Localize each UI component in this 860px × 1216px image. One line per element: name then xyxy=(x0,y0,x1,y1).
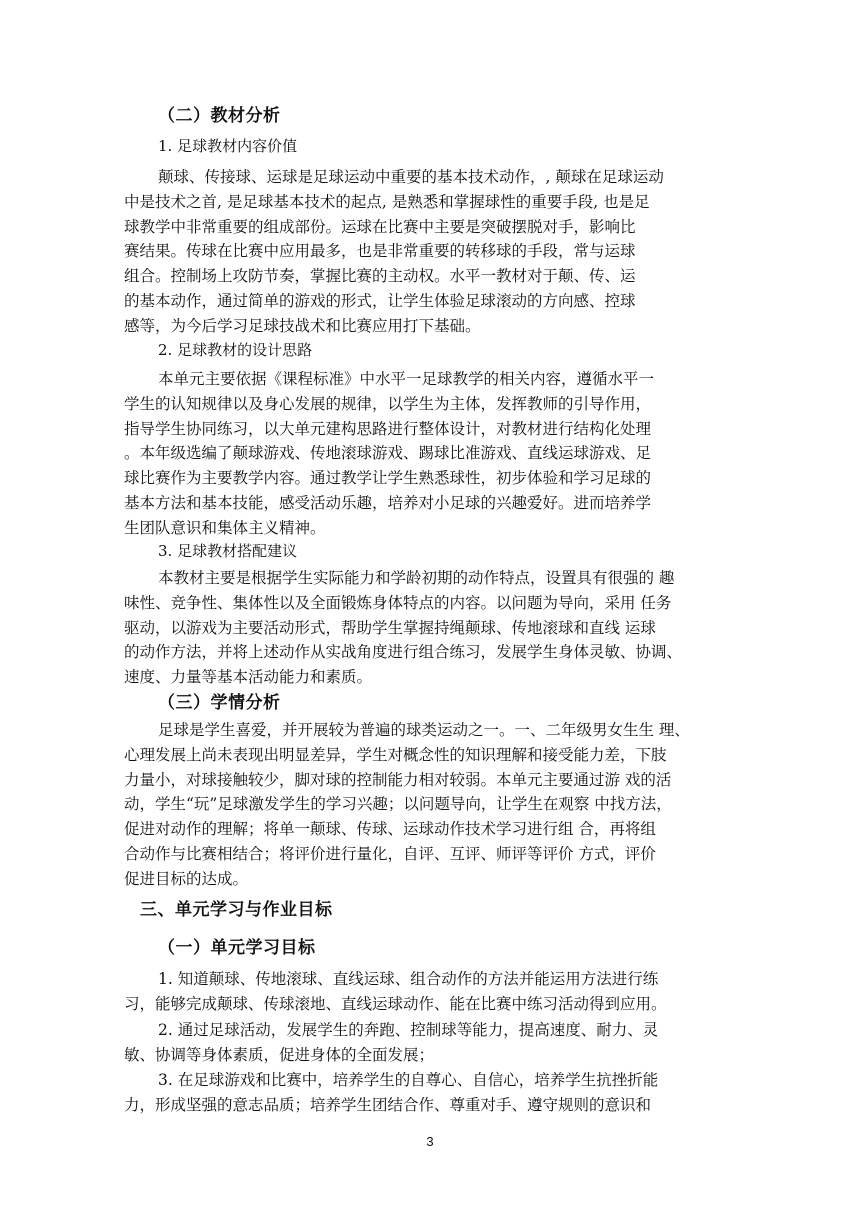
text-line: 促进目标的达成。 xyxy=(124,869,249,888)
subheading-design-idea: 2. 足球教材的设计思路 xyxy=(158,341,313,359)
text-line: 的动作方法，并将上述动作从实战角度进行组合练习，发展学生身体灵敏、协调、 xyxy=(124,643,683,662)
text-line: 组合。控制场上攻防节奏，掌握比赛的主动权。水平一教材对于颠、传、运 xyxy=(124,267,636,286)
text-line: 足球是学生喜爱，并开展较为普遍的球类运动之一。一、二年级男女生生 理、 xyxy=(158,721,690,739)
subheading-content-value: 1. 足球教材内容价值 xyxy=(158,137,298,155)
text-line: 3. 在足球游戏和比赛中，培养学生的自尊心、自信心，培养学生抗挫折能 xyxy=(158,1071,659,1089)
text-line: 动，学生“玩”足球激发学生的学习兴趣；以问题导向，让学生在观察 中找方法， xyxy=(124,795,672,814)
text-line: 速度、力量等基本活动能力和素质。 xyxy=(124,668,373,687)
paragraph-matching-suggestions xyxy=(124,566,764,690)
paragraph-learner-analysis xyxy=(124,718,764,892)
subheading-matching-suggestions: 3. 足球教材搭配建议 xyxy=(158,542,298,560)
text-line: 敏、协调等身体素质，促进身体的全面发展； xyxy=(124,1045,435,1064)
text-line: 1. 知道颠球、传地滚球、直线运球、组合动作的方法并能运用方法进行练 xyxy=(158,970,659,988)
text-line: 颠球、传接球、运球是足球运动中重要的基本技术动作，, 颠球在足球运动 xyxy=(158,168,664,186)
text-line: 心理发展上尚未表现出明显差异，学生对概念性的知识理解和接受能力差，下肢 xyxy=(124,745,667,764)
text-line: 促进对动作的理解；将单一颠球、传球、运球动作技术学习进行组 合，再将组 xyxy=(124,820,656,839)
text-line: 基本方法和基本技能，感受活动乐趣，培养对小足球的兴趣爱好。进而培养学 xyxy=(124,493,652,512)
text-line: 中是技术之首, 是足球基本技术的起点, 是熟悉和掌握球性的重要手段, 也是足 xyxy=(124,192,650,211)
text-line: 2. 通过足球活动，发展学生的奔跑、控制球等能力，提高速度、耐力、灵 xyxy=(158,1021,659,1039)
text-line: 学生的认知规律以及身心发展的规律，以学生为主体，发挥教师的引导作用， xyxy=(124,394,652,413)
paragraph-content-value xyxy=(124,165,764,339)
section-heading-unit-learning-goals: （一）单元学习目标 xyxy=(158,938,316,958)
text-line: 感等，为今后学习足球技战术和比赛应用打下基础。 xyxy=(124,316,481,335)
text-line: 球教学中非常重要的组成部份。运球在比赛中主要是突破摆脱对手，影响比 xyxy=(124,217,636,236)
text-line: 本单元主要依据《课程标准》中水平一足球教学的相关内容，遵循水平一 xyxy=(158,370,655,388)
text-line: 赛结果。传球在比赛中应用最多，也是非常重要的转移球的手段，常与运球 xyxy=(124,242,636,261)
goal-item-3 xyxy=(124,1068,764,1118)
section-heading-unit-goals: 三、单元学习与作业目标 xyxy=(140,900,333,920)
text-line: 指导学生协同练习，以大单元建构思路进行整体设计，对教材进行结构化处理 xyxy=(124,419,652,438)
section-heading-textbook-analysis: （二）教材分析 xyxy=(158,106,281,126)
page-number: 3 xyxy=(426,1134,434,1149)
paragraph-design-idea xyxy=(124,367,764,541)
text-line: 生团队意识和集体主义精神。 xyxy=(124,518,326,537)
text-line: 味性、竞争性、集体性以及全面锻炼身体特点的内容。以问题为导向，采用 任务 xyxy=(124,593,672,612)
text-line: 力量小，对球接触较少，脚对球的控制能力相对较弱。本单元主要通过游 戏的活 xyxy=(124,770,672,789)
text-line: 本教材主要是根据学生实际能力和学龄初期的动作特点，设置具有很强的 趣 xyxy=(158,569,675,587)
text-line: 的基本动作，通过简单的游戏的形式，让学生体验足球滚动的方向感、控球 xyxy=(124,291,636,310)
goal-item-2 xyxy=(124,1018,764,1068)
goal-item-1 xyxy=(124,967,764,1017)
text-line: 驱动，以游戏为主要活动形式，帮助学生掌握持绳颠球、传地滚球和直线 运球 xyxy=(124,618,656,637)
text-line: 力，形成坚强的意志品质；培养学生团结合作、尊重对手、遵守规则的意识和 xyxy=(124,1095,652,1114)
section-heading-learner-analysis: （三）学情分析 xyxy=(158,693,281,713)
text-line: 习，能够完成颠球、传球滚地、直线运球动作、能在比赛中练习活动得到应用。 xyxy=(124,994,667,1013)
text-line: 球比赛作为主要教学内容。通过教学让学生熟悉球性，初步体验和学习足球的 xyxy=(124,469,652,488)
text-line: 合动作与比赛相结合；将评价进行量化，自评、互评、师评等评价 方式，评价 xyxy=(124,844,656,863)
text-line: 。本年级选编了颠球游戏、传地滚球游戏、踢球比准游戏、直线运球游戏、足 xyxy=(124,444,652,463)
